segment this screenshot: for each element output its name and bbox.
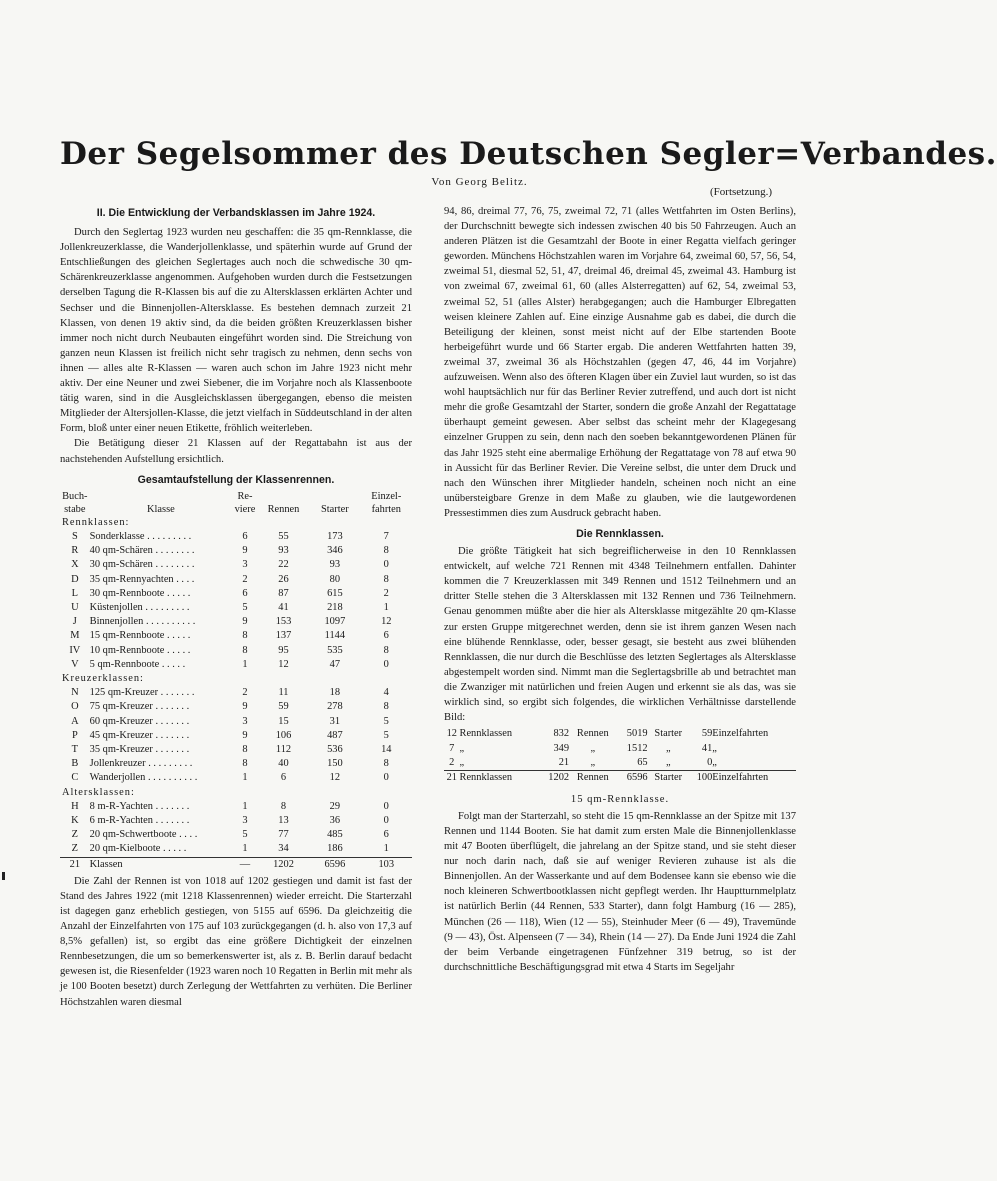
class-name: 60 qm-Kreuzer bbox=[89, 715, 153, 727]
column-header-code: Buch- stabe bbox=[62, 490, 88, 515]
leader-dots: . . . . . . . bbox=[152, 743, 190, 755]
summary-cell: 0 bbox=[707, 757, 713, 768]
class-name: 125 qm-Kreuzer bbox=[89, 687, 159, 699]
table-row bbox=[60, 828, 412, 842]
races-value: 137 bbox=[275, 630, 292, 642]
class-code: X bbox=[71, 559, 79, 571]
class-name: 40 qm-Schären bbox=[89, 545, 153, 557]
class-name: 30 qm-Rennboote bbox=[89, 587, 165, 599]
class-code: A bbox=[71, 715, 79, 727]
class-code: T bbox=[71, 743, 78, 755]
class-code: P bbox=[71, 729, 78, 741]
leader-dots: . . . . . . . . . . bbox=[143, 616, 196, 628]
paragraph: Folgt man der Starterzahl, so steht die 15 qm-Rennklasse an der Spitze mit 137 Rennen und 1144 Booten. Sie hat damit zum ersten Male die Binnenjollenklasse mit 47 Booten überflügelt, die jahrelang an der Spitze stand, und sie steht dieser nur noch darin nach, daß sie auf weniger Revieren zuhause ist als die Binnenjollen. An der Wasserkante und auf dem Bodensee kann sie ebenso wie die noch kleineren Schwertbootklassen nicht gepflegt werden. Ihr Hauptturnmelplatz ist natürlich Berlin (44 Rennen, 533 Starter), dann folgt Hamburg (16 — 285), München (26 — 118), Wien (12 — 55), Steinhuder Meer (6 — 49), Travemünde (9 — 43), Öst. Alpenseen (7 — 34), Rhein (14 — 27). Da Ende Juni 1924 die Zahl der beim Verbande eingetragenen Fünfzehner 319 betrug, so ist der durchschnittliche Beschäftigungsgrad mit etwa 4 Starts im Segeljahr bbox=[444, 810, 796, 973]
summary-cell: Einzelfahrten bbox=[712, 771, 796, 786]
summary-row bbox=[444, 756, 796, 771]
class-name-cell bbox=[90, 658, 232, 672]
column-header-reviere: Re- viere bbox=[234, 490, 256, 515]
reviere-value: 1 bbox=[242, 772, 248, 784]
class-name-cell bbox=[90, 800, 232, 814]
group-label: Altersklassen: bbox=[62, 786, 135, 798]
single-value: 1 bbox=[383, 601, 389, 613]
paragraph: Die Zahl der Rennen ist von 1018 auf 1202 gestiegen und damit ist fast der Stand des Jahres 1922 (mit 1218 Klassenrennen) wieder erreicht. Die Starterzahl ist dagegen ganz erheblich gestiegen, von 5155 auf 6596. Da gleichzeitig die Anzahl der Einzelfahrten von 175 auf 103 zurückgegangen (d. h. also von 17,3 auf 8,5% gefallen) ist, so ergibt das eine größere Dichtigkeit der einzelnen Rennbesetzungen, die um so bemerkenswerter ist, als z. B. Berlin darauf bedacht gewesen ist, die Riesenfelder (1923 waren noch 10 Regatten in Berlin mit mehr als je 100 Booten besetzt) durch Zerlegung der Wettfahrten zu verhüten. Die Berliner Höchstzahlen waren diesmal bbox=[60, 875, 412, 1008]
summary-cell: 65 bbox=[637, 757, 648, 768]
article-byline-row bbox=[0, 176, 799, 188]
class-name-cell bbox=[90, 814, 232, 828]
races-value: 77 bbox=[278, 829, 289, 841]
summary-cell: 100 bbox=[689, 771, 712, 786]
reviere-value: 3 bbox=[242, 559, 248, 571]
starters-value: 36 bbox=[329, 814, 341, 826]
table-row bbox=[60, 800, 412, 814]
class-code: U bbox=[71, 601, 79, 613]
class-code: L bbox=[71, 587, 78, 599]
leader-dots: . . . . . . . . bbox=[152, 545, 195, 557]
paragraph: 94, 86, dreimal 77, 76, 75, zweimal 72, 71 (alles Wettfahrten im Osten Berlins), der Durchschnitt bewegte sich indessen zwischen 40 bis 50 Fahrzeugen. Auch an anderen Plätzen ist die Gesamtzahl der Boote in einer Regatta vielfach geringer geworden. Münchens Höchstzahlen waren im Vorjahre 64, zweimal 60, 57, 56, 54, zweimal 51, diesmal 52, 51, 47, dreimal 46, dreimal 45, zweimal 43. Hamburg ist von zweimal 67, zweimal 61, 60 (alles Alsterregatten) auf 62, 54, zweimal 53, zweimal 52, 51 (alles Alster) herabgegangen; auch die Hamburger Elbregatten weisen kleinere Zahlen auf. Eine einzige Ausnahme gab es dabei, die durch die Beteiligung der kleinen, sonst meist nicht auf der Elbe startenden Boote herbeigeführt wurde und 66 Starter ergab. Die anderen Wettfahrten hatten 39, zweimal 37, zweimal 36 als Höchstzahlen (gegen 47, 46, 44 im Vorjahre) aufzuweisen. Wenn also des öfteren Klagen über ein Zuviel laut wurden, so ist das wohl hauptsächlich nur für das Berliner Revier zutreffend, und auch dort ist nicht mehr die große Gesamtzahl der Starter, sondern die große Anzahl der Regattatage überhaupt gemeint gewesen. Aber selbst das scheint mehr der Klagegesang einzelner Gruppen zu sein, denn nach den soeben bekanntgewordenen Plänen für das Jahr 1925 steht eine abermalige Erhöhung der Regattatage von 78 auf etwa 90 in Aussicht für das Berliner Revier. Die Vereine selbst, die unter dem Druck und nach den Wünschen ihrer Mitglieder handeln, scheinen noch nicht an eine unübersteigbare Grenze in dem Maße zu glauben, wie die lautgewordenen Pressestimmen dies zum Ausdruck gebracht haben. bbox=[444, 206, 796, 519]
summary-total-row bbox=[444, 771, 796, 786]
single-value: 8 bbox=[383, 758, 389, 770]
reviere-value: 8 bbox=[242, 644, 248, 656]
leader-dots: . . . . . . . bbox=[152, 814, 190, 826]
class-name: 20 qm-Schwertboote bbox=[89, 829, 177, 841]
table-row bbox=[60, 629, 412, 643]
races-value: 87 bbox=[278, 587, 289, 599]
total-single: 103 bbox=[361, 857, 412, 872]
summary-cell: 12 bbox=[446, 728, 457, 740]
leader-dots: . . . . . bbox=[159, 658, 186, 670]
leader-dots: . . . . bbox=[173, 573, 195, 585]
summary-cell: „ bbox=[712, 757, 717, 768]
leader-dots: . . . . . . . . . bbox=[145, 758, 193, 770]
leader-dots: . . . . . bbox=[164, 587, 191, 599]
class-name: 6 m-R-Yachten bbox=[89, 814, 153, 826]
section-heading: II. Die Entwicklung der Verbandsklassen im Jahre 1924. bbox=[96, 207, 376, 219]
single-value: 5 bbox=[383, 729, 389, 741]
summary-cell: „ bbox=[590, 757, 596, 768]
total-label: Klassen bbox=[90, 857, 232, 872]
class-code: D bbox=[71, 573, 79, 585]
column-header-class: Klasse bbox=[147, 503, 175, 515]
class-name-cell bbox=[90, 842, 232, 857]
table-group-row bbox=[60, 516, 412, 530]
class-name: 20 qm-Kielboote bbox=[89, 843, 161, 855]
summary-cell: 6596 bbox=[617, 771, 648, 786]
table-row bbox=[60, 700, 412, 714]
races-value: 13 bbox=[278, 814, 289, 826]
races-value: 6 bbox=[280, 772, 287, 784]
class-code: Z bbox=[71, 829, 78, 841]
page-edge-mark bbox=[2, 872, 5, 880]
single-value: 0 bbox=[383, 772, 389, 784]
races-value: 22 bbox=[278, 559, 289, 571]
paragraph: Durch den Seglertag 1923 wurden neu geschaffen: die 35 qm-Rennklasse, die Jollenkreuzerklasse, die Wanderjollenklasse, und späterhin wurde auf Grund der Entschließungen des gleichen Seglertages auch noch die schwedische 30 qm-Schärenkreuzerklasse angenommen. Aufgehoben wurden durch die Festsetzungen derselben Tagung die R-Klassen bis auf die zu Altersklassen erklärten Achter und Sechser und die Binnenjollen-Altersklasse. Es bestehen demnach zurzeit 21 Klassen, von denen 19 aktiv sind, da die beiden größten Kreuzerklassen bisher immer noch nicht durch Neubauten eingeführt worden sind. Die Streichung von ganzen neun Klassen ist freilich nicht sehr tragisch zu nehmen, denn sechs von ihnen — alles alte R-Klassen — waren auch schon im Jahre 1923 nicht mehr aktiv. Der eine Neuner und zwei Siebener, die im Vorjahre noch als Klassenboote tätig waren, sind in die Ausgleichsklassen übergegangen, ebenso die meisten Mitglieder der Altersjollen-Klasse, die jetzt vielfach in Süddeutschland in der alten Form, bloß unter einer neuen Etikette, fröhlich weiterleben. bbox=[60, 227, 412, 435]
summary-cell: Starter bbox=[648, 771, 689, 786]
article-title: Der Segelsommer des Deutschen Segler=Verbandes. bbox=[60, 136, 997, 172]
races-value: 26 bbox=[278, 573, 289, 585]
starters-value: 12 bbox=[329, 772, 341, 784]
left-column bbox=[60, 204, 412, 1010]
leader-dots: . . . . . . . . . bbox=[142, 601, 190, 613]
table-title: Gesamtaufstellung der Klassenrennen. bbox=[137, 473, 335, 486]
table-total-row bbox=[60, 857, 412, 872]
single-value: 4 bbox=[383, 687, 389, 699]
table-row bbox=[60, 530, 412, 544]
summary-cell: 2 bbox=[449, 757, 455, 768]
class-name: 15 qm-Rennboote bbox=[89, 630, 165, 642]
single-value: 8 bbox=[383, 545, 389, 557]
single-value: 6 bbox=[383, 630, 389, 642]
table-row bbox=[60, 573, 412, 587]
starters-value: 186 bbox=[327, 843, 343, 855]
single-value: 0 bbox=[383, 658, 389, 670]
summary-cell: Rennklassen bbox=[459, 728, 513, 740]
reviere-value: 6 bbox=[242, 530, 248, 542]
class-name: Sonderklasse bbox=[89, 530, 145, 542]
class-code: K bbox=[71, 814, 79, 826]
races-value: 112 bbox=[275, 743, 292, 755]
class-name-cell bbox=[90, 715, 232, 729]
table-row bbox=[60, 558, 412, 572]
table-row bbox=[60, 771, 412, 785]
table-row bbox=[60, 729, 412, 743]
table-group-row bbox=[60, 672, 412, 686]
summary-row bbox=[444, 727, 796, 741]
single-value: 7 bbox=[383, 530, 389, 542]
paragraph: Die Betätigung dieser 21 Klassen auf der Regattabahn ist aus der nachstehenden Aufstellung ersichtlich. bbox=[60, 438, 412, 465]
summary-cell: 832 bbox=[553, 728, 570, 740]
table-row bbox=[60, 544, 412, 558]
single-value: 8 bbox=[383, 573, 389, 585]
class-code: O bbox=[71, 701, 79, 713]
summary-cell: „ bbox=[459, 757, 465, 768]
reviere-value: 1 bbox=[242, 658, 248, 670]
summary-cell: „ bbox=[459, 742, 465, 754]
reviere-value: 3 bbox=[242, 814, 248, 826]
summary-cell: „ bbox=[665, 742, 671, 754]
summary-cell: 21 bbox=[444, 771, 460, 786]
class-name: 5 qm-Rennboote bbox=[89, 658, 160, 670]
starters-value: 150 bbox=[327, 758, 343, 770]
column-header-single: Einzel- fahrten bbox=[371, 490, 402, 515]
summary-cell: 21 bbox=[558, 757, 570, 768]
summary-cell: Rennen bbox=[569, 771, 616, 786]
table-row bbox=[60, 715, 412, 729]
leader-dots: . . . . . . . bbox=[158, 687, 195, 699]
races-value: 34 bbox=[278, 843, 289, 855]
class-name: 45 qm-Kreuzer bbox=[89, 729, 153, 741]
single-value: 1 bbox=[383, 843, 389, 855]
single-value: 6 bbox=[383, 829, 389, 841]
summary-cell: 59 bbox=[701, 728, 713, 740]
leader-dots: . . . . bbox=[176, 829, 198, 841]
starters-value: 535 bbox=[327, 644, 343, 656]
summary-cell: 41 bbox=[701, 742, 713, 754]
class-code: IV bbox=[69, 644, 81, 656]
races-value: 95 bbox=[278, 644, 289, 656]
reviere-value: 5 bbox=[242, 829, 248, 841]
class-name: 10 qm-Rennboote bbox=[89, 644, 165, 656]
total-races: 1202 bbox=[258, 857, 309, 872]
starters-value: 173 bbox=[327, 530, 343, 542]
leader-dots: . . . . . . . bbox=[152, 715, 190, 727]
leader-dots: . . . . . bbox=[164, 644, 191, 656]
class-code: C bbox=[71, 772, 79, 784]
single-value: 5 bbox=[383, 715, 389, 727]
leader-dots: . . . . . . . bbox=[152, 729, 190, 741]
single-value: 0 bbox=[383, 814, 389, 826]
summary-row bbox=[444, 742, 796, 756]
races-value: 59 bbox=[278, 701, 289, 713]
summary-cell: 7 bbox=[449, 742, 455, 754]
summary-cell: Einzelfahrten bbox=[712, 728, 769, 740]
class-code: B bbox=[71, 758, 79, 770]
total-reviere: — bbox=[232, 857, 258, 872]
class-name-cell bbox=[90, 700, 232, 714]
leader-dots: . . . . . . . . bbox=[152, 559, 195, 571]
class-name-cell bbox=[90, 686, 232, 700]
subsection-heading: 15 qm-Rennklasse. bbox=[570, 793, 670, 805]
class-name: Binnenjollen bbox=[89, 616, 144, 628]
table-row bbox=[60, 615, 412, 629]
class-name-cell bbox=[90, 629, 232, 643]
table-row bbox=[60, 658, 412, 672]
reviere-value: 2 bbox=[242, 573, 248, 585]
starters-value: 80 bbox=[329, 573, 341, 585]
class-name-cell bbox=[90, 558, 232, 572]
class-code: Z bbox=[71, 843, 78, 855]
reviere-value: 9 bbox=[242, 616, 248, 628]
starters-value: 487 bbox=[327, 729, 343, 741]
single-value: 2 bbox=[383, 587, 389, 599]
class-name-cell bbox=[90, 828, 232, 842]
class-name-cell bbox=[90, 729, 232, 743]
class-code: V bbox=[71, 658, 79, 670]
starters-value: 18 bbox=[329, 687, 341, 699]
class-code: H bbox=[71, 800, 79, 812]
class-name: 35 qm-Kreuzer bbox=[89, 743, 153, 755]
summary-cell: „ bbox=[590, 742, 596, 754]
class-code: M bbox=[70, 630, 80, 642]
class-name-cell bbox=[90, 743, 232, 757]
class-code: R bbox=[71, 545, 79, 557]
races-value: 93 bbox=[278, 545, 289, 557]
table-row bbox=[60, 814, 412, 828]
reviere-value: 8 bbox=[242, 758, 248, 770]
class-name-cell bbox=[90, 544, 232, 558]
class-name: Jollenkreuzer bbox=[89, 758, 146, 770]
total-code: 21 bbox=[60, 857, 90, 872]
article-byline: Von Georg Belitz. bbox=[431, 176, 528, 188]
starters-value: 346 bbox=[327, 545, 343, 557]
continued-note: (Fortsetzung.) bbox=[710, 186, 773, 198]
class-name-cell bbox=[90, 530, 232, 544]
reviere-value: 3 bbox=[242, 715, 248, 727]
table-row bbox=[60, 587, 412, 601]
reviere-value: 9 bbox=[242, 729, 248, 741]
summary-cell: 1512 bbox=[626, 742, 648, 754]
single-value: 14 bbox=[381, 743, 392, 755]
table-row bbox=[60, 842, 412, 857]
starters-value: 1144 bbox=[324, 630, 346, 642]
class-name: 75 qm-Kreuzer bbox=[89, 701, 153, 713]
summary-cell: Rennen bbox=[576, 728, 609, 740]
leader-dots: . . . . . . . bbox=[152, 701, 190, 713]
races-value: 55 bbox=[278, 530, 289, 542]
group-label: Kreuzerklassen: bbox=[62, 672, 144, 684]
races-value: 40 bbox=[278, 758, 289, 770]
single-value: 0 bbox=[383, 800, 389, 812]
right-column bbox=[444, 204, 796, 975]
leader-dots: . . . . . . . . . . bbox=[145, 772, 198, 784]
paragraph: Die größte Tätigkeit hat sich begreiflicherweise in den 10 Rennklassen entwickelt, auf welche 721 Rennen mit 4348 Teilnehmern entfallen. Dahinter kommen die 7 Kreuzerklassen mit 349 Rennen und 1512 Teilnehmern und an dritter Stelle stehen die 3 Altersklassen mit 132 Rennen und 736 Teilnehmern. Genau genommen müßte aber die hier als Altersklasse mitgezählte 20 qm-Klasse zur ersten Gruppe mitgerechnet werden, denn sie ist ihrem ganzen Wesen nach eine blühende Rennklasse, oder, besser gesagt, sie besteht aus zwei blühenden Rennklassen, die nur durch die Beschlüsse des letzten Seglertages als Altersklasse abgestempelt worden sind. Nimmt man die Seglertagsbrille ab und betrachtet man die Zwanziger mit natürlichen und freien Augen und erkennt sie als das, was sie wirklich sind, so ergibt sich folgendes, die wirklichen Verhältnisse darstellende Bild: bbox=[444, 546, 796, 724]
class-name-cell bbox=[90, 615, 232, 629]
starters-value: 485 bbox=[327, 829, 343, 841]
class-code: J bbox=[72, 616, 77, 628]
summary-cell: 1202 bbox=[538, 771, 569, 786]
races-value: 12 bbox=[278, 658, 289, 670]
class-name: Wanderjollen bbox=[89, 772, 146, 784]
section-heading: Die Rennklassen. bbox=[576, 527, 664, 540]
class-name: 8 m-R-Yachten bbox=[89, 800, 153, 812]
reviere-value: 8 bbox=[242, 630, 248, 642]
starters-value: 31 bbox=[329, 715, 341, 727]
table-row bbox=[60, 601, 412, 615]
table-header-row bbox=[60, 490, 412, 516]
summary-cell: 5019 bbox=[626, 728, 648, 740]
table-row bbox=[60, 743, 412, 757]
class-races-table bbox=[60, 490, 412, 872]
table-row bbox=[60, 644, 412, 658]
class-name-cell bbox=[90, 573, 232, 587]
group-label: Rennklassen: bbox=[62, 516, 130, 528]
leader-dots: . . . . . bbox=[160, 843, 187, 855]
class-code: S bbox=[71, 530, 78, 542]
summary-cell: Rennklassen bbox=[460, 771, 539, 786]
races-value: 11 bbox=[278, 687, 289, 699]
summary-cell: „ bbox=[665, 757, 671, 768]
total-starters: 6596 bbox=[309, 857, 360, 872]
reviere-value: 9 bbox=[242, 701, 248, 713]
single-value: 8 bbox=[383, 701, 389, 713]
summary-cell: Starter bbox=[654, 728, 683, 740]
column-header-starters: Starter bbox=[321, 503, 349, 515]
class-name-cell bbox=[90, 771, 232, 785]
starters-value: 218 bbox=[327, 601, 343, 613]
leader-dots: . . . . . . . bbox=[152, 800, 190, 812]
column-header-races: Rennen bbox=[267, 503, 300, 515]
reviere-value: 6 bbox=[242, 587, 248, 599]
class-name: 35 qm-Rennyachten bbox=[89, 573, 174, 585]
summary-table bbox=[444, 727, 796, 786]
starters-value: 47 bbox=[329, 658, 341, 670]
races-value: 153 bbox=[275, 616, 292, 628]
reviere-value: 2 bbox=[242, 687, 248, 699]
class-name-cell bbox=[90, 757, 232, 771]
races-value: 8 bbox=[280, 800, 287, 812]
single-value: 8 bbox=[383, 644, 389, 656]
starters-value: 93 bbox=[329, 559, 341, 571]
class-name-cell bbox=[90, 601, 232, 615]
leader-dots: . . . . . bbox=[164, 630, 191, 642]
starters-value: 29 bbox=[329, 800, 341, 812]
starters-value: 278 bbox=[327, 701, 343, 713]
reviere-value: 9 bbox=[242, 545, 248, 557]
single-value: 0 bbox=[383, 559, 389, 571]
leader-dots: . . . . . . . . . bbox=[144, 530, 192, 542]
single-value: 12 bbox=[381, 616, 392, 628]
summary-cell: 349 bbox=[553, 742, 570, 754]
class-name: 30 qm-Schären bbox=[89, 559, 153, 571]
starters-value: 615 bbox=[327, 587, 343, 599]
class-name: Küstenjollen bbox=[89, 601, 143, 613]
class-name-cell bbox=[90, 587, 232, 601]
table-group-row bbox=[60, 786, 412, 800]
reviere-value: 8 bbox=[242, 743, 248, 755]
reviere-value: 1 bbox=[242, 843, 248, 855]
reviere-value: 5 bbox=[242, 601, 248, 613]
table-row bbox=[60, 686, 412, 700]
races-value: 106 bbox=[275, 729, 292, 741]
class-code: N bbox=[71, 687, 79, 699]
reviere-value: 1 bbox=[242, 800, 248, 812]
class-name-cell bbox=[90, 644, 232, 658]
table-row bbox=[60, 757, 412, 771]
races-value: 41 bbox=[278, 601, 289, 613]
starters-value: 536 bbox=[327, 743, 343, 755]
races-value: 15 bbox=[278, 715, 289, 727]
summary-cell: „ bbox=[712, 742, 717, 754]
starters-value: 1097 bbox=[324, 616, 346, 628]
